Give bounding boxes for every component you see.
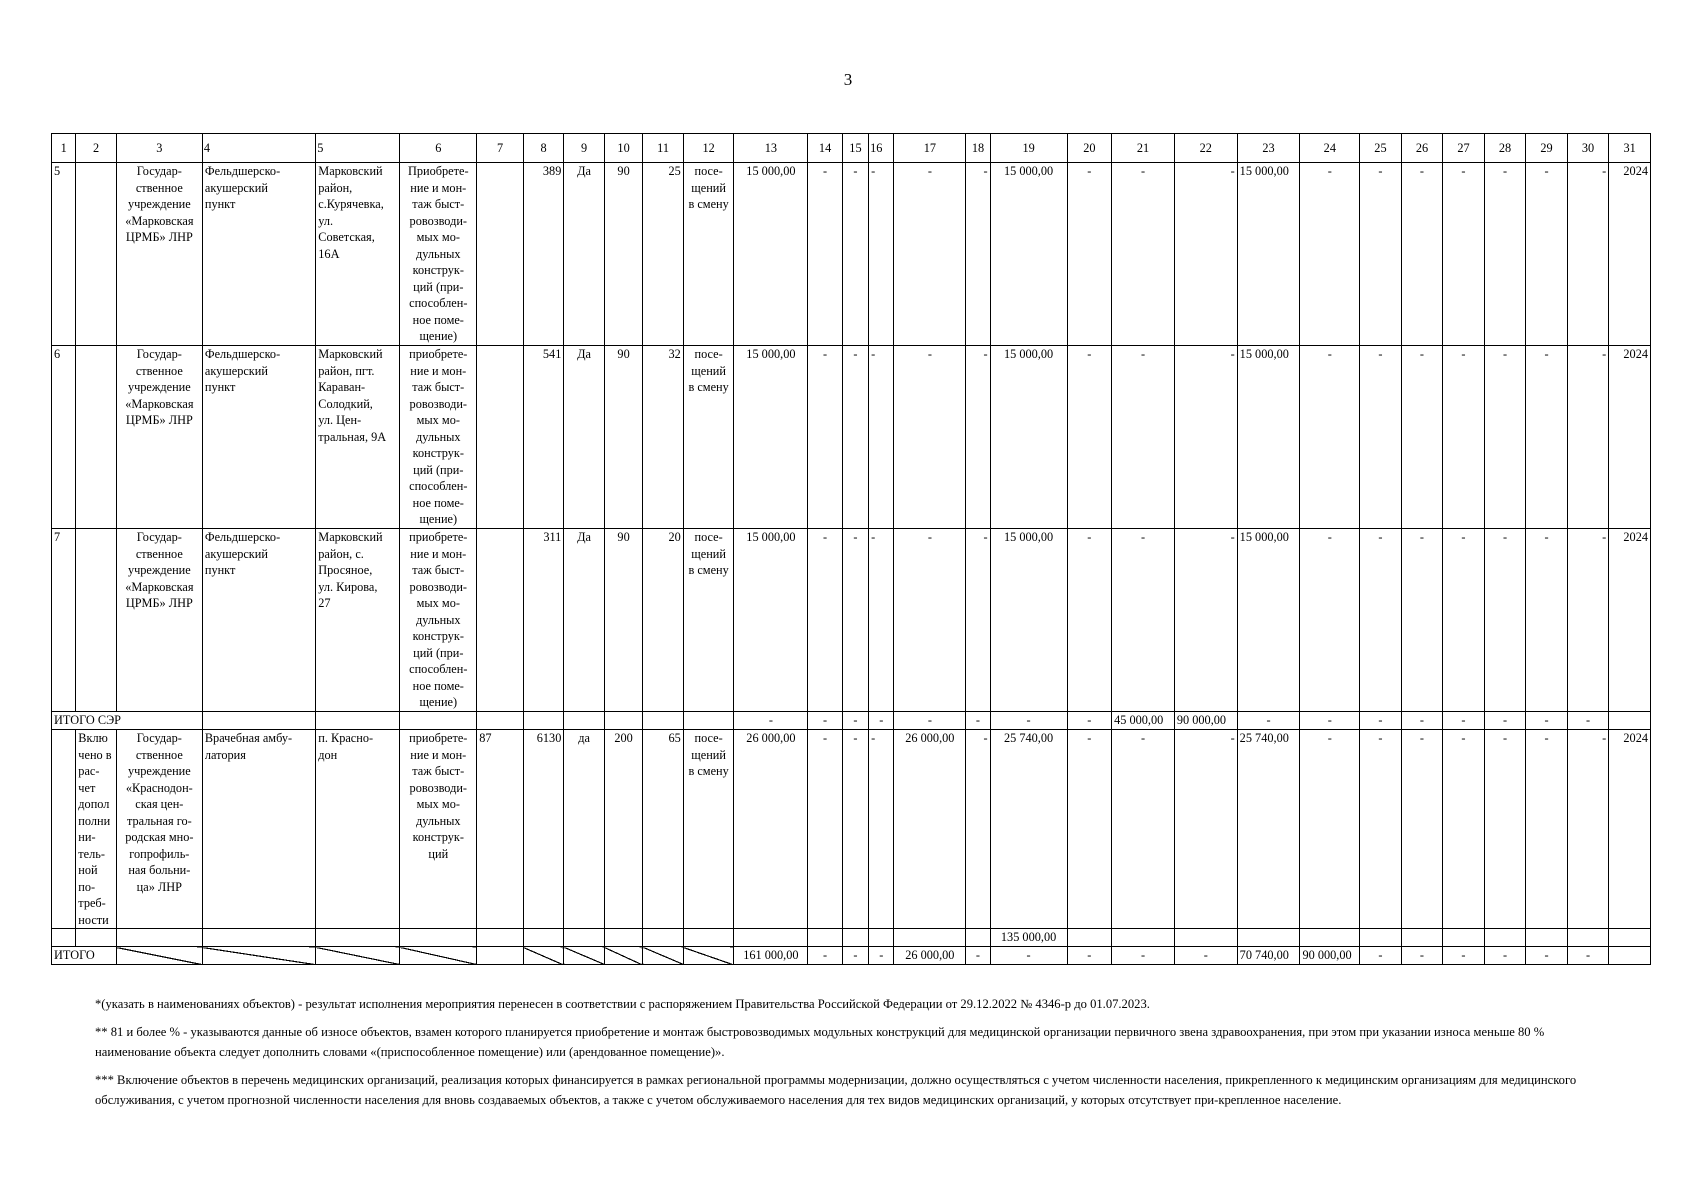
table-cell: 15 000,00 [990,163,1067,346]
table-cell: 25 740,00 [1237,730,1300,929]
table-cell: 90 [604,346,642,529]
table-cell: 6130 [523,730,564,929]
table-cell: - [1360,712,1402,730]
table-cell: 311 [523,529,564,712]
table-cell [316,712,400,730]
diagonal-cell [477,947,524,965]
table-cell [869,929,894,947]
table-cell: - [966,163,990,346]
column-number-cell: 20 [1067,134,1112,163]
diagonal-cell [604,947,642,965]
table-cell: - [1112,947,1175,965]
table-cell [1174,929,1237,947]
table-cell [604,712,642,730]
table-cell [202,712,315,730]
footnote-3: *** Включение объектов в перечень медицинских организаций, реализация которых финансируется в рамках региональной программы модернизации, должно осуществляться с учетом численности населения, прикрепленного к медицинским организациям для медицинского обслуживания, с учетом прогнозной численности населения для вновь создаваемых объектов, а также с учетом обслуживаемого населения для тех видов медицинских организаций, у которых отсутствует при-крепленное население. [95,1073,1577,1107]
table-cell: - [1067,529,1112,712]
table-cell: - [842,712,868,730]
table-cell: 7 [52,529,76,712]
table-cell: 15 000,00 [734,529,808,712]
table-cell: - [842,529,868,712]
table-cell [76,346,117,529]
column-number-cell: 12 [683,134,734,163]
table-cell: - [1360,346,1402,529]
itogo-row [52,947,1651,965]
column-number-cell: 17 [894,134,966,163]
table-cell: - [842,947,868,965]
column-number-cell: 22 [1174,134,1237,163]
table-cell: 90 [604,163,642,346]
table-cell: приобрете- ние и мон- таж быст- ровозводи- мых мо- дульных конструк- ций [400,730,477,929]
table-cell: 5 [52,163,76,346]
table-cell: Государ- ственное учреждение «Марковская ЦРМБ» ЛНР [116,346,202,529]
column-number-cell: 5 [316,134,400,163]
diagonal-cell [683,947,734,965]
table-cell: - [966,529,990,712]
table-cell: 15 000,00 [734,346,808,529]
table-cell [1360,929,1402,947]
table-cell: - [1526,730,1568,929]
table-cell: п. Красно- дон [316,730,400,929]
table-cell: - [1443,529,1485,712]
column-number-cell: 26 [1401,134,1443,163]
table-cell [400,929,477,947]
table-cell: приобрете- ние и мон- таж быст- ровозводи- мых мо- дульных конструк- ций (при- способлен- ное поме- щение) [400,346,477,529]
table-cell: - [1567,529,1609,712]
table-cell: - [1567,730,1609,929]
table-cell [734,929,808,947]
table-cell: - [1067,163,1112,346]
table-cell: - [808,163,842,346]
table-cell [842,929,868,947]
table-cell: - [1112,163,1175,346]
table-cell: - [808,947,842,965]
table-cell [564,929,605,947]
table-cell [643,929,684,947]
table-cell: - [1067,730,1112,929]
table-cell: - [1443,947,1485,965]
footnote-1: *(указать в наименованиях объектов) - результат исполнения мероприятия перенесен в соответствии с распоряжением Правительства Российской Федерации от 29.12.2022 № 4346-р до 01.07.2023. [95,997,1150,1011]
table-cell: - [1484,730,1526,929]
table-cell: посе- щений в смену [683,163,734,346]
table-cell: - [1401,947,1443,965]
table-cell: - [1237,712,1300,730]
table-cell: Приобрете- ние и мон- таж быст- ровозводи- мых мо- дульных конструк- ций (при- способлен- ное поме- щение) [400,163,477,346]
column-number-cell: 30 [1567,134,1609,163]
table-cell: 90 [604,529,642,712]
diagonal-cell [400,947,477,965]
table-cell: Да [564,346,605,529]
table-cell: - [1300,529,1360,712]
table-cell: - [869,163,894,346]
table-cell [52,929,76,947]
column-number-cell: 10 [604,134,642,163]
footnote-2: ** 81 и более % - указываются данные об износе объектов, взамен которого планируется приобретение и монтаж быстровозводимых модульных конструкций для медицинской организации первичного звена здравоохранения, при этом при указании износа меньше 80 % наименование объекта следует дополнить словами «(приспособленное помещение) или (арендованное помещение)». [95,1025,1545,1059]
table-cell: - [894,529,966,712]
table-row [52,346,1651,529]
table-row [52,163,1651,346]
table-cell: - [842,163,868,346]
table-cell: Государ- ственное учреждение «Краснодон- ская цен- тральная го- родская мно- гопрофиль- ная больни- ца» ЛНР [116,730,202,929]
table-cell: - [808,529,842,712]
table-cell: 26 000,00 [894,947,966,965]
table-cell: посе- щений в смену [683,730,734,929]
table-cell: 15 000,00 [990,529,1067,712]
table-cell: 6 [52,346,76,529]
table-cell: - [869,730,894,929]
table-cell: - [1567,947,1609,965]
table-cell: - [1174,730,1237,929]
table-cell: - [1484,163,1526,346]
table-cell [477,529,524,712]
table-cell: 70 740,00 [1237,947,1300,965]
diagonal-cell [202,947,315,965]
table-cell [523,712,564,730]
table-cell: да [564,730,605,929]
table-cell: 20 [643,529,684,712]
table-cell: Фельдшерско- акушерский пункт [202,346,315,529]
table-cell: Государ- ственное учреждение «Марковская ЦРМБ» ЛНР [116,163,202,346]
table-cell [564,712,605,730]
table-cell: - [1067,947,1112,965]
table-cell: - [869,346,894,529]
column-number-cell: 6 [400,134,477,163]
table-cell [604,929,642,947]
table-cell: 2024 [1609,529,1651,712]
column-number-cell: 9 [564,134,605,163]
table-cell: 2024 [1609,346,1651,529]
table-cell: - [1443,730,1485,929]
table-cell: - [1360,163,1402,346]
included-row [52,730,1651,929]
table-cell: Марковский район, с.Курячевка, ул. Советская, 16А [316,163,400,346]
table-cell: - [1112,529,1175,712]
column-number-cell: 24 [1300,134,1360,163]
diagonal-cell [116,947,202,965]
table-cell: - [1300,730,1360,929]
column-number-cell: 18 [966,134,990,163]
table-cell: - [1526,947,1568,965]
table-cell [1484,929,1526,947]
table-cell: - [1401,730,1443,929]
table-cell: - [1443,346,1485,529]
table-cell: Врачебная амбу- латория [202,730,315,929]
table-row [52,529,1651,712]
table-cell: 389 [523,163,564,346]
column-number-cell: 13 [734,134,808,163]
table-cell: Государ- ственное учреждение «Марковская ЦРМБ» ЛНР [116,529,202,712]
column-number-cell: 2 [76,134,117,163]
table-cell: - [1360,529,1402,712]
table-cell: Фельдшерско- акушерский пункт [202,163,315,346]
table-cell [643,712,684,730]
table-cell: - [1484,529,1526,712]
table-cell: - [1443,163,1485,346]
table-cell: - [990,712,1067,730]
table-cell [1112,929,1175,947]
column-number-cell: 15 [842,134,868,163]
table-cell: - [1174,346,1237,529]
diagonal-cell [316,947,400,965]
table-cell: - [734,712,808,730]
column-number-cell: 14 [808,134,842,163]
table-cell [1609,712,1651,730]
table-cell: посе- щений в смену [683,529,734,712]
table-cell [76,163,117,346]
table-cell: - [1567,712,1609,730]
table-cell [1609,929,1651,947]
table-cell: - [1526,163,1568,346]
table-cell: - [1360,730,1402,929]
table-cell [1567,929,1609,947]
table-cell: 25 740,00 [990,730,1067,929]
table-cell: - [966,947,990,965]
table-cell [1300,929,1360,947]
table-cell: 90 000,00 [1174,712,1237,730]
table-cell [894,929,966,947]
table-cell: 15 000,00 [1237,163,1300,346]
table-cell: 2024 [1609,730,1651,929]
table-cell [523,929,564,947]
table-cell [1526,929,1568,947]
table-cell: - [1174,163,1237,346]
table-cell: 161 000,00 [734,947,808,965]
table-cell: 90 000,00 [1300,947,1360,965]
column-number-cell: 21 [1112,134,1175,163]
table-cell [52,730,76,929]
table-cell: - [966,730,990,929]
table-cell: 65 [643,730,684,929]
table-cell: 541 [523,346,564,529]
table-cell: Фельдшерско- акушерский пункт [202,529,315,712]
itogo-label: ИТОГО [52,947,117,965]
table-cell: 2024 [1609,163,1651,346]
diagonal-cell [523,947,564,965]
table-cell: Марковский район, пгт. Караван- Солодкий, ул. Цен- тральная, 9А [316,346,400,529]
column-number-cell: 29 [1526,134,1568,163]
diagonal-cell [643,947,684,965]
column-number-cell: 23 [1237,134,1300,163]
itogo-ser-row [52,712,1651,730]
table-cell [1237,929,1300,947]
column-number-cell: 27 [1443,134,1485,163]
table-cell: 45 000,00 [1112,712,1175,730]
table-cell: Да [564,529,605,712]
table-cell [1609,947,1651,965]
table-cell: 15 000,00 [1237,529,1300,712]
table-cell [1443,929,1485,947]
column-number-cell: 4 [202,134,315,163]
table-cell: - [1567,163,1609,346]
subtotal-row [52,929,1651,947]
table-cell: 32 [643,346,684,529]
table-cell: Вклю чено в рас- чет допол полни ни- тель- ной по- треб- ности [76,730,117,929]
column-number-cell: 28 [1484,134,1526,163]
table-cell: 15 000,00 [990,346,1067,529]
footnotes [95,994,1605,1118]
table-cell: - [1401,529,1443,712]
column-number-row [52,134,1651,163]
table-cell: - [808,712,842,730]
table-cell: 26 000,00 [894,730,966,929]
table-cell: - [990,947,1067,965]
table-cell: 15 000,00 [734,163,808,346]
column-number-cell: 16 [869,134,894,163]
table-cell: Да [564,163,605,346]
table-cell: - [894,163,966,346]
table-cell: 25 [643,163,684,346]
table-cell: - [1567,346,1609,529]
page-number: 3 [843,70,853,89]
table-cell [966,929,990,947]
table-cell: - [966,346,990,529]
table-cell: - [1300,346,1360,529]
table-cell: - [869,529,894,712]
itogo-ser-label: ИТОГО СЭР [52,712,203,730]
column-number-cell: 1 [52,134,76,163]
table-cell: - [1067,712,1112,730]
table-cell: - [1526,346,1568,529]
table-cell: - [808,346,842,529]
table-cell [316,929,400,947]
table-cell: - [894,346,966,529]
table-cell: посе- щений в смену [683,346,734,529]
table-cell: - [869,712,894,730]
column-number-cell: 8 [523,134,564,163]
table-cell: - [1401,346,1443,529]
column-number-cell: 25 [1360,134,1402,163]
table-cell: - [842,730,868,929]
table-cell: - [1360,947,1402,965]
table-cell [683,712,734,730]
table-cell: 26 000,00 [734,730,808,929]
table-cell: 200 [604,730,642,929]
table-cell: - [869,947,894,965]
table-cell: - [966,712,990,730]
column-number-cell: 11 [643,134,684,163]
table-cell: - [1484,346,1526,529]
table-cell [1401,929,1443,947]
table-cell [808,929,842,947]
table-cell [683,929,734,947]
table-cell: - [1300,163,1360,346]
table-cell: - [1484,712,1526,730]
table-cell [400,712,477,730]
table-cell [116,929,202,947]
table-cell: 15 000,00 [1237,346,1300,529]
table-cell [76,529,117,712]
table-cell: - [1174,529,1237,712]
table-cell [202,929,315,947]
modernization-table [51,133,1651,965]
table-cell [477,346,524,529]
column-number-cell: 19 [990,134,1067,163]
table-cell: - [842,346,868,529]
subtotal-value: 135 000,00 [990,929,1067,947]
table-cell: - [1174,947,1237,965]
table-cell: - [1300,712,1360,730]
table-cell: - [1443,712,1485,730]
column-number-cell: 31 [1609,134,1651,163]
table-cell: приобрете- ние и мон- таж быст- ровозводи- мых мо- дульных конструк- ций (при- способлен- ное поме- щение) [400,529,477,712]
table-cell: - [1401,712,1443,730]
table-cell: - [1484,947,1526,965]
table-cell [477,163,524,346]
table-cell [477,712,524,730]
table-cell: - [1526,712,1568,730]
table-cell: - [808,730,842,929]
table-cell: - [1067,346,1112,529]
table-cell: - [1401,163,1443,346]
diagonal-cell [564,947,605,965]
table-cell: - [1112,730,1175,929]
table-cell: - [1112,346,1175,529]
table-cell [477,929,524,947]
table-cell [76,929,117,947]
table-cell: 87 [477,730,524,929]
table-cell: - [1526,529,1568,712]
table-cell [1067,929,1112,947]
table-cell: - [894,712,966,730]
table-cell: Марковский район, с. Просяное, ул. Кирова, 27 [316,529,400,712]
column-number-cell: 3 [116,134,202,163]
column-number-cell: 7 [477,134,524,163]
